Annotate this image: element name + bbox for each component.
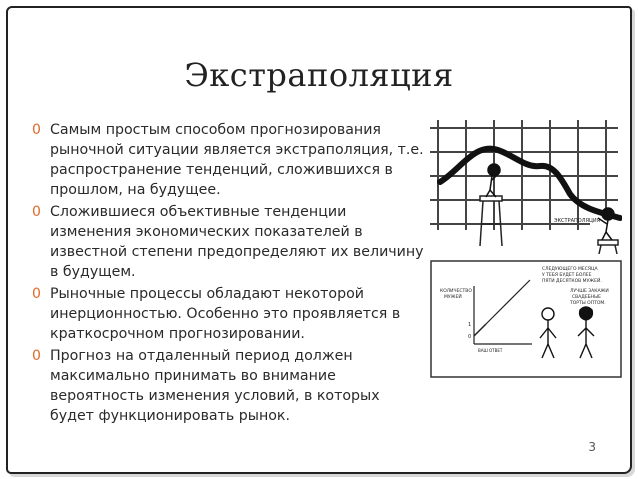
y-axis-label-2: МУЖЕЙ: [444, 295, 462, 300]
y-tick-0: 0: [468, 334, 472, 340]
bullet-marker: 0: [32, 122, 41, 138]
bullet-text: Рыночные процессы обладают некоторой инерционностью. Особенно это проявляется в краткосрочном прогнозировании.: [50, 286, 401, 342]
speech-line-3: ПЯТИ ДЕСЯТКОВ МУЖЕЙ.: [542, 279, 602, 284]
speech-line-5: СВАДЕБНЫЕ: [572, 295, 601, 300]
speech-line-1: СЛЕДУЮЩЕГО МЕСЯЦА: [542, 267, 598, 272]
speech-line-4: ЛУЧШЕ ЗАКАЖИ: [570, 289, 609, 294]
bullet-item: [32, 202, 427, 282]
x-axis-label: ВАШ ОТВЕТ: [478, 348, 503, 353]
bullet-item: [32, 120, 427, 200]
y-axis-label-1: КОЛИЧЕСТВО: [440, 289, 472, 294]
bullet-item: [32, 284, 427, 344]
speech-line-2: У ТЕБЯ БУДЕТ БОЛЕЕ: [542, 273, 592, 278]
extrapolation-label: ЭКСТРАПОЛЯЦИЯ: [554, 218, 601, 224]
bullet-text: Самым простым способом прогнозирования рыночной ситуации является экстраполяция, т.е. распространение тенденций, сложившихся в прошлом, на будущее.: [50, 122, 424, 198]
bullet-list: [32, 120, 427, 428]
slide-title: Экстраполяция: [184, 56, 454, 94]
bullet-item: [32, 346, 427, 426]
speech-line-6: ТОРТЫ ОПТОМ.: [570, 301, 606, 306]
bullet-text: Сложившиеся объективные тенденции изменения экономических показателей в известной степени предопределяют их величину в будущем.: [50, 204, 424, 280]
stool-left: [480, 196, 502, 246]
bullet-marker: 0: [32, 204, 41, 220]
bullet-text: Прогноз на отдаленный период должен максимально принимать во внимание вероятность изменения условий, в которых будет функционировать рынок.: [50, 348, 380, 424]
grid-wall: [430, 120, 618, 230]
slide: [6, 6, 632, 474]
bullet-marker: 0: [32, 348, 41, 364]
bullet-marker: 0: [32, 286, 41, 302]
stool-right: [598, 240, 618, 254]
husbands-chart-comic: [430, 260, 622, 378]
page-number: 3: [588, 440, 596, 454]
extrapolation-comic-illustration: [430, 120, 622, 254]
y-tick-1: 1: [468, 322, 472, 328]
